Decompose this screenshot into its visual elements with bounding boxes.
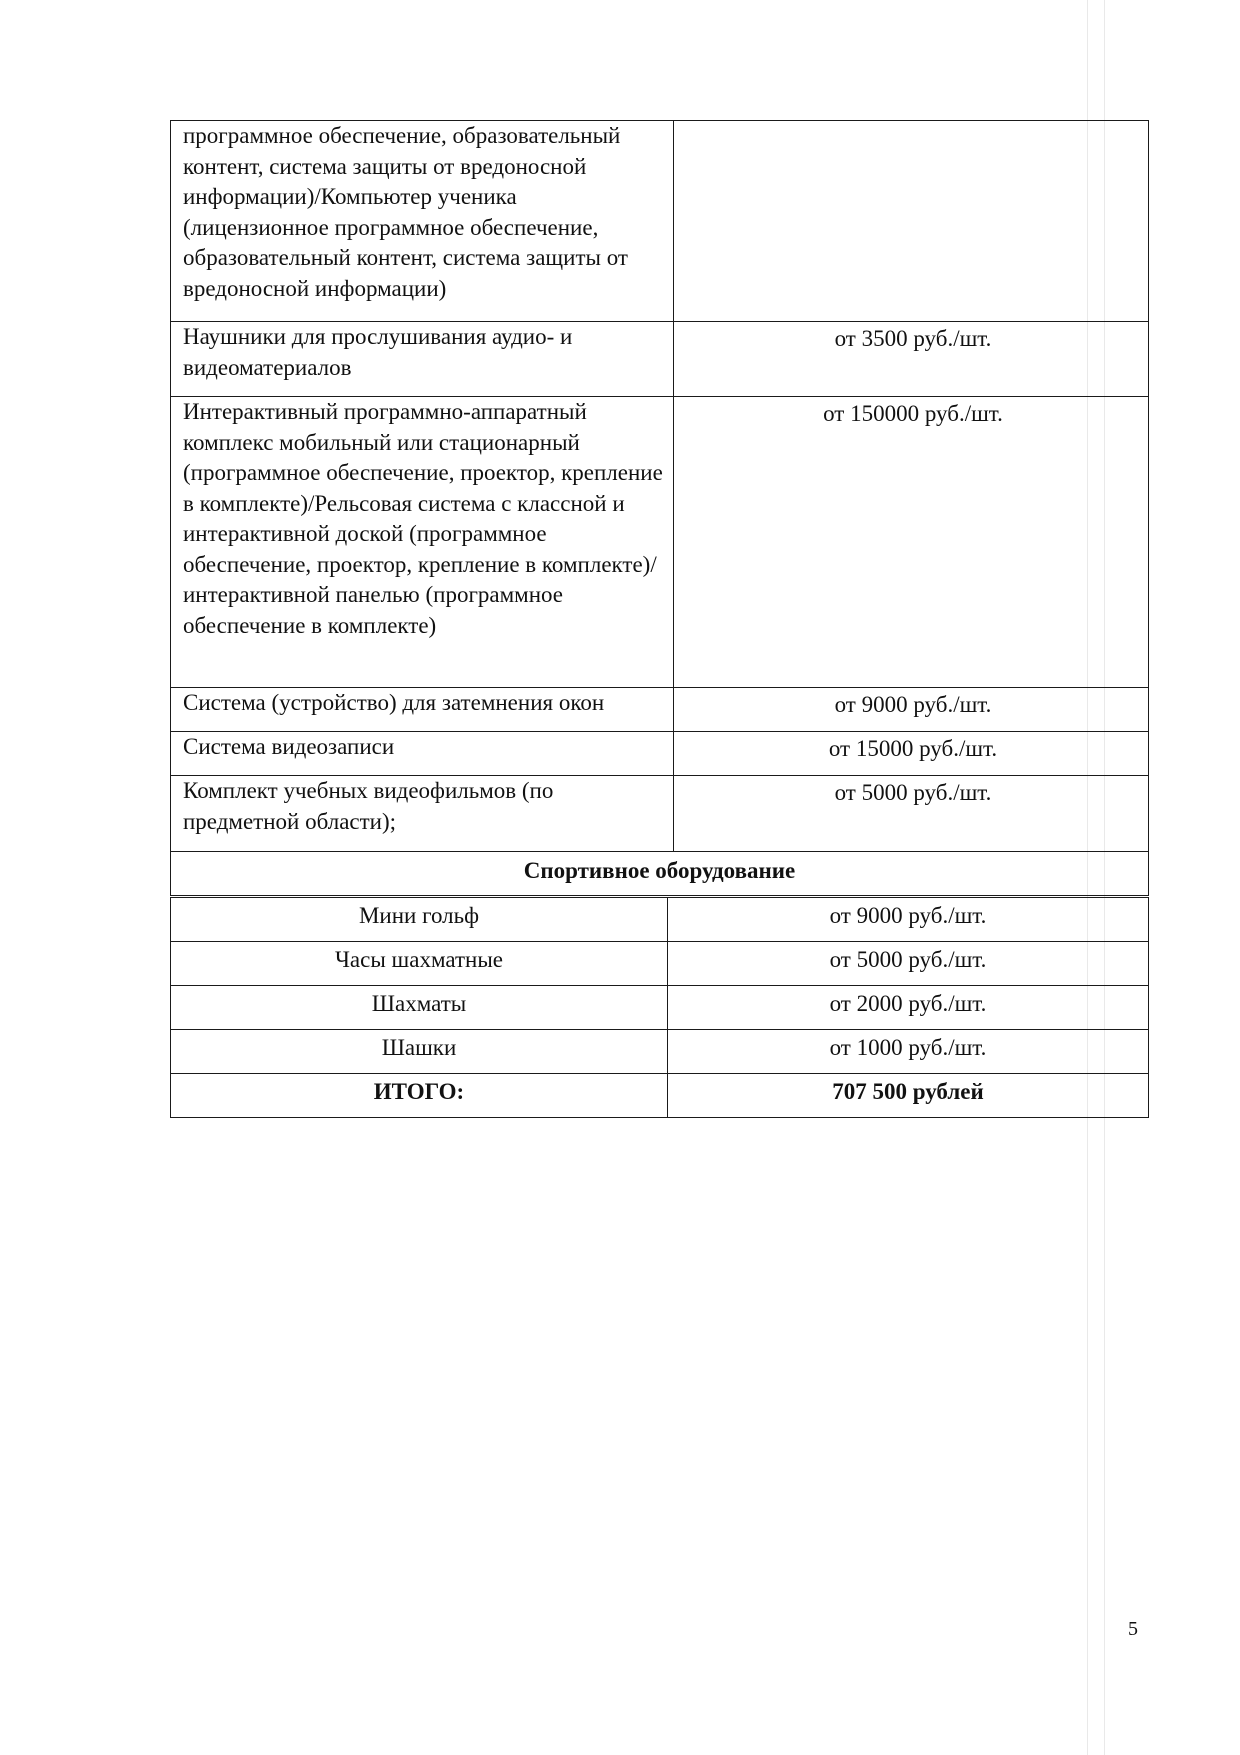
total-value: 707 500 рублей [668,1074,1149,1118]
price-cell: от 150000 руб./шт. [674,397,1149,688]
price-cell: от 15000 руб./шт. [674,732,1149,776]
price-cell: от 5000 руб./шт. [668,942,1149,986]
table-row [171,121,1149,322]
section-header: Спортивное оборудование [171,852,1149,896]
sport-equipment-table [170,897,1149,1118]
item-cell: Шахматы [171,986,668,1030]
item-cell: Система видеозаписи [171,732,674,776]
table-row [171,1030,1149,1074]
item-cell: Часы шахматные [171,942,668,986]
item-cell: Мини гольф [171,898,668,942]
table-row [171,898,1149,942]
table-row [171,322,1149,397]
price-cell: от 5000 руб./шт. [674,776,1149,852]
item-cell: программное обеспечение, образовательный контент, система защиты от вредоносной информации)/Компьютер ученика (лицензионное программное обеспечение, образовательный контент, система защиты от вредоносной информации) [171,121,674,322]
item-cell: Наушники для прослушивания аудио- и видеоматериалов [171,322,674,397]
item-cell: Комплект учебных видеофильмов (по предметной области); [171,776,674,852]
price-cell: от 9000 руб./шт. [668,898,1149,942]
table-row [171,942,1149,986]
equipment-table [170,120,1149,896]
total-label: ИТОГО: [171,1074,668,1118]
item-cell: Система (устройство) для затемнения окон [171,688,674,732]
price-cell: от 2000 руб./шт. [668,986,1149,1030]
price-cell: от 9000 руб./шт. [674,688,1149,732]
total-row [171,1074,1149,1118]
page-number: 5 [1128,1618,1138,1640]
table-row [171,776,1149,852]
price-cell: от 3500 руб./шт. [674,322,1149,397]
table-row [171,732,1149,776]
price-cell: от 1000 руб./шт. [668,1030,1149,1074]
section-header-row [171,852,1149,896]
table-row [171,688,1149,732]
table-row [171,397,1149,688]
price-cell [674,121,1149,322]
item-cell: Шашки [171,1030,668,1074]
item-cell: Интерактивный программно-аппаратный комплекс мобильный или стационарный (программное обеспечение, проектор, крепление в комплекте)/Рельсовая система с классной и интерактивной доской (программное обеспечение, проектор, крепление в комплекте)/интерактивной панелью (программное обеспечение в комплекте) [171,397,674,688]
table-row [171,986,1149,1030]
